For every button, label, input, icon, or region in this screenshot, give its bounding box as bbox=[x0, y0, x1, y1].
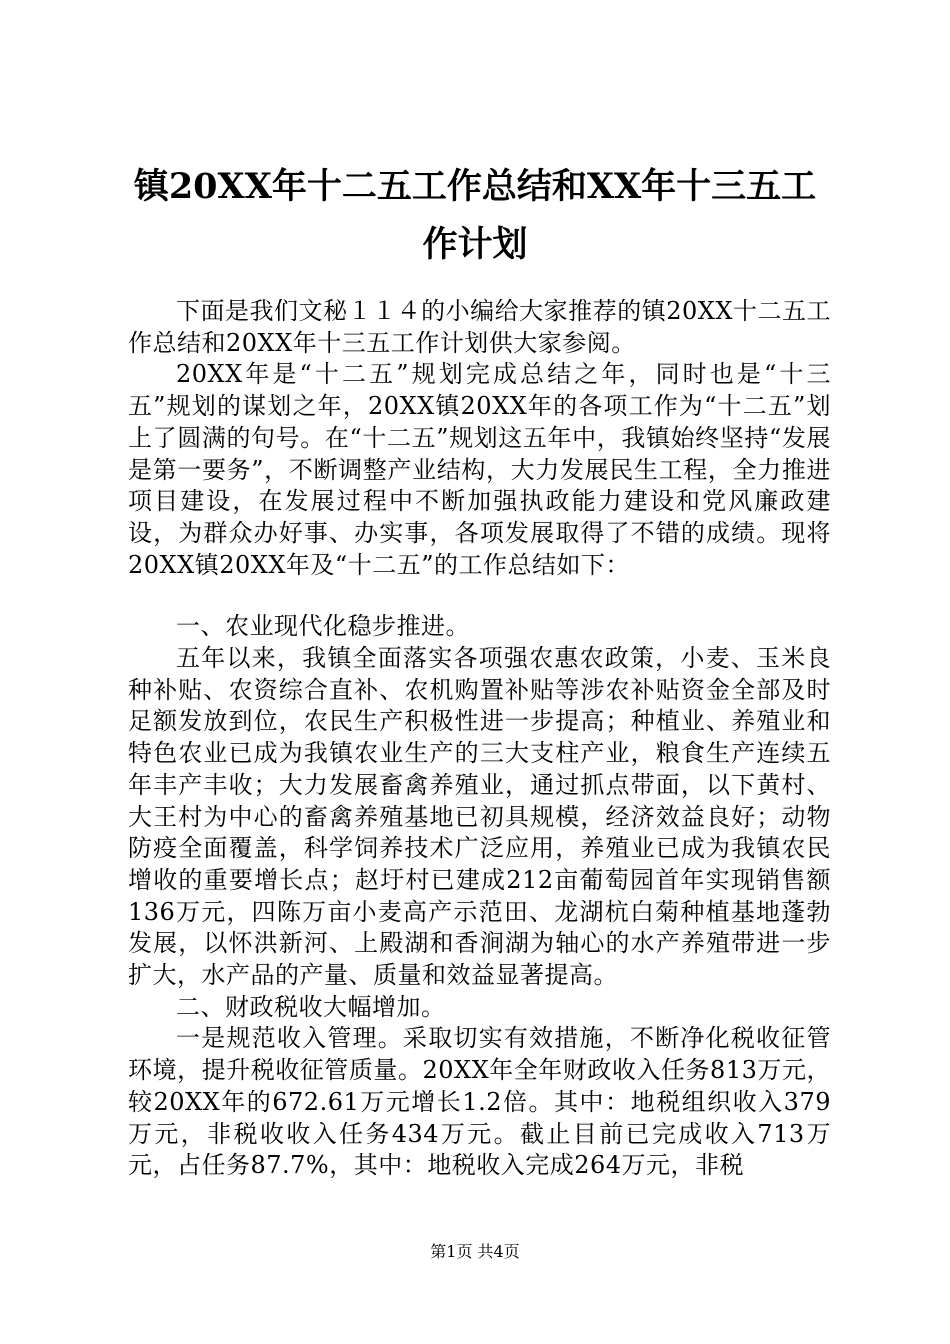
document-body bbox=[128, 296, 831, 1182]
paragraph-gap bbox=[128, 581, 831, 611]
section-heading-agriculture: 一、农业现代化稳步推进。 bbox=[176, 612, 470, 641]
agriculture-paragraph: 五年以来，我镇全面落实各项强农惠农政策，小麦、玉米良种补贴、农资综合直补、农机购置补贴等涉农补贴资金全部及时足额发放到位，农民生产积极性进一步提高；种植业、养殖业和特色农业已成为我镇农业生产的三大支柱产业，粮食生产连续五年丰产丰收；大力发展畜禽养殖业，通过抓点带面，以下黄村、大王村为中心的畜禽养殖基地已初具规模，经济效益良好；动物防疫全面覆盖，科学饲养技术广泛应用，养殖业已成为我镇农民增收的重要增长点；赵圩村已建成212亩葡萄园首年实现销售额136万元，四陈万亩小麦高产示范田、龙湖杭白菊种植基地蓬勃发展，以怀洪新河、上殿湖和香涧湖为轴心的水产养殖带进一步扩大，水产品的产量、质量和效益显著提高。 bbox=[128, 644, 831, 990]
page-footer: 第1页 共4页 bbox=[430, 1242, 520, 1261]
intro-paragraph: 下面是我们文秘１１４的小编给大家推荐的镇20XX十二五工作总结和20XX年十三五工作计划供大家参阅。 bbox=[128, 297, 831, 357]
finance-paragraph: 一是规范收入管理。采取切实有效措施，不断净化税收征管环境，提升税收征管质量。20XX年全年财政收入任务813万元，较20XX年的672.61万元增长1.2倍。其中：地税组织收入379万元，非税收收入任务434万元。截止目前已完成收入713万元，占任务87.7%，其中：地税收入完成264万元，非税 bbox=[128, 1024, 831, 1180]
summary-paragraph: 20XX年是“十二五”规划完成总结之年，同时也是“十三五”规划的谋划之年，20XX镇20XX年的各项工作为“十二五”划上了圆满的句号。在“十二五”规划这五年中，我镇始终坚持“发展是第一要务”，不断调整产业结构，大力发展民生工程，全力推进项目建设，在发展过程中不断加强执政能力建设和党风廉政建设，为群众办好事、办实事，各项发展取得了不错的成绩。现将20XX镇20XX年及“十二五”的工作总结如下： bbox=[128, 360, 831, 579]
document-title: 镇20XX年十二五工作总结和XX年十三五工作计划 bbox=[133, 166, 817, 265]
section-heading-finance: 二、财政税收大幅增加。 bbox=[176, 992, 446, 1021]
